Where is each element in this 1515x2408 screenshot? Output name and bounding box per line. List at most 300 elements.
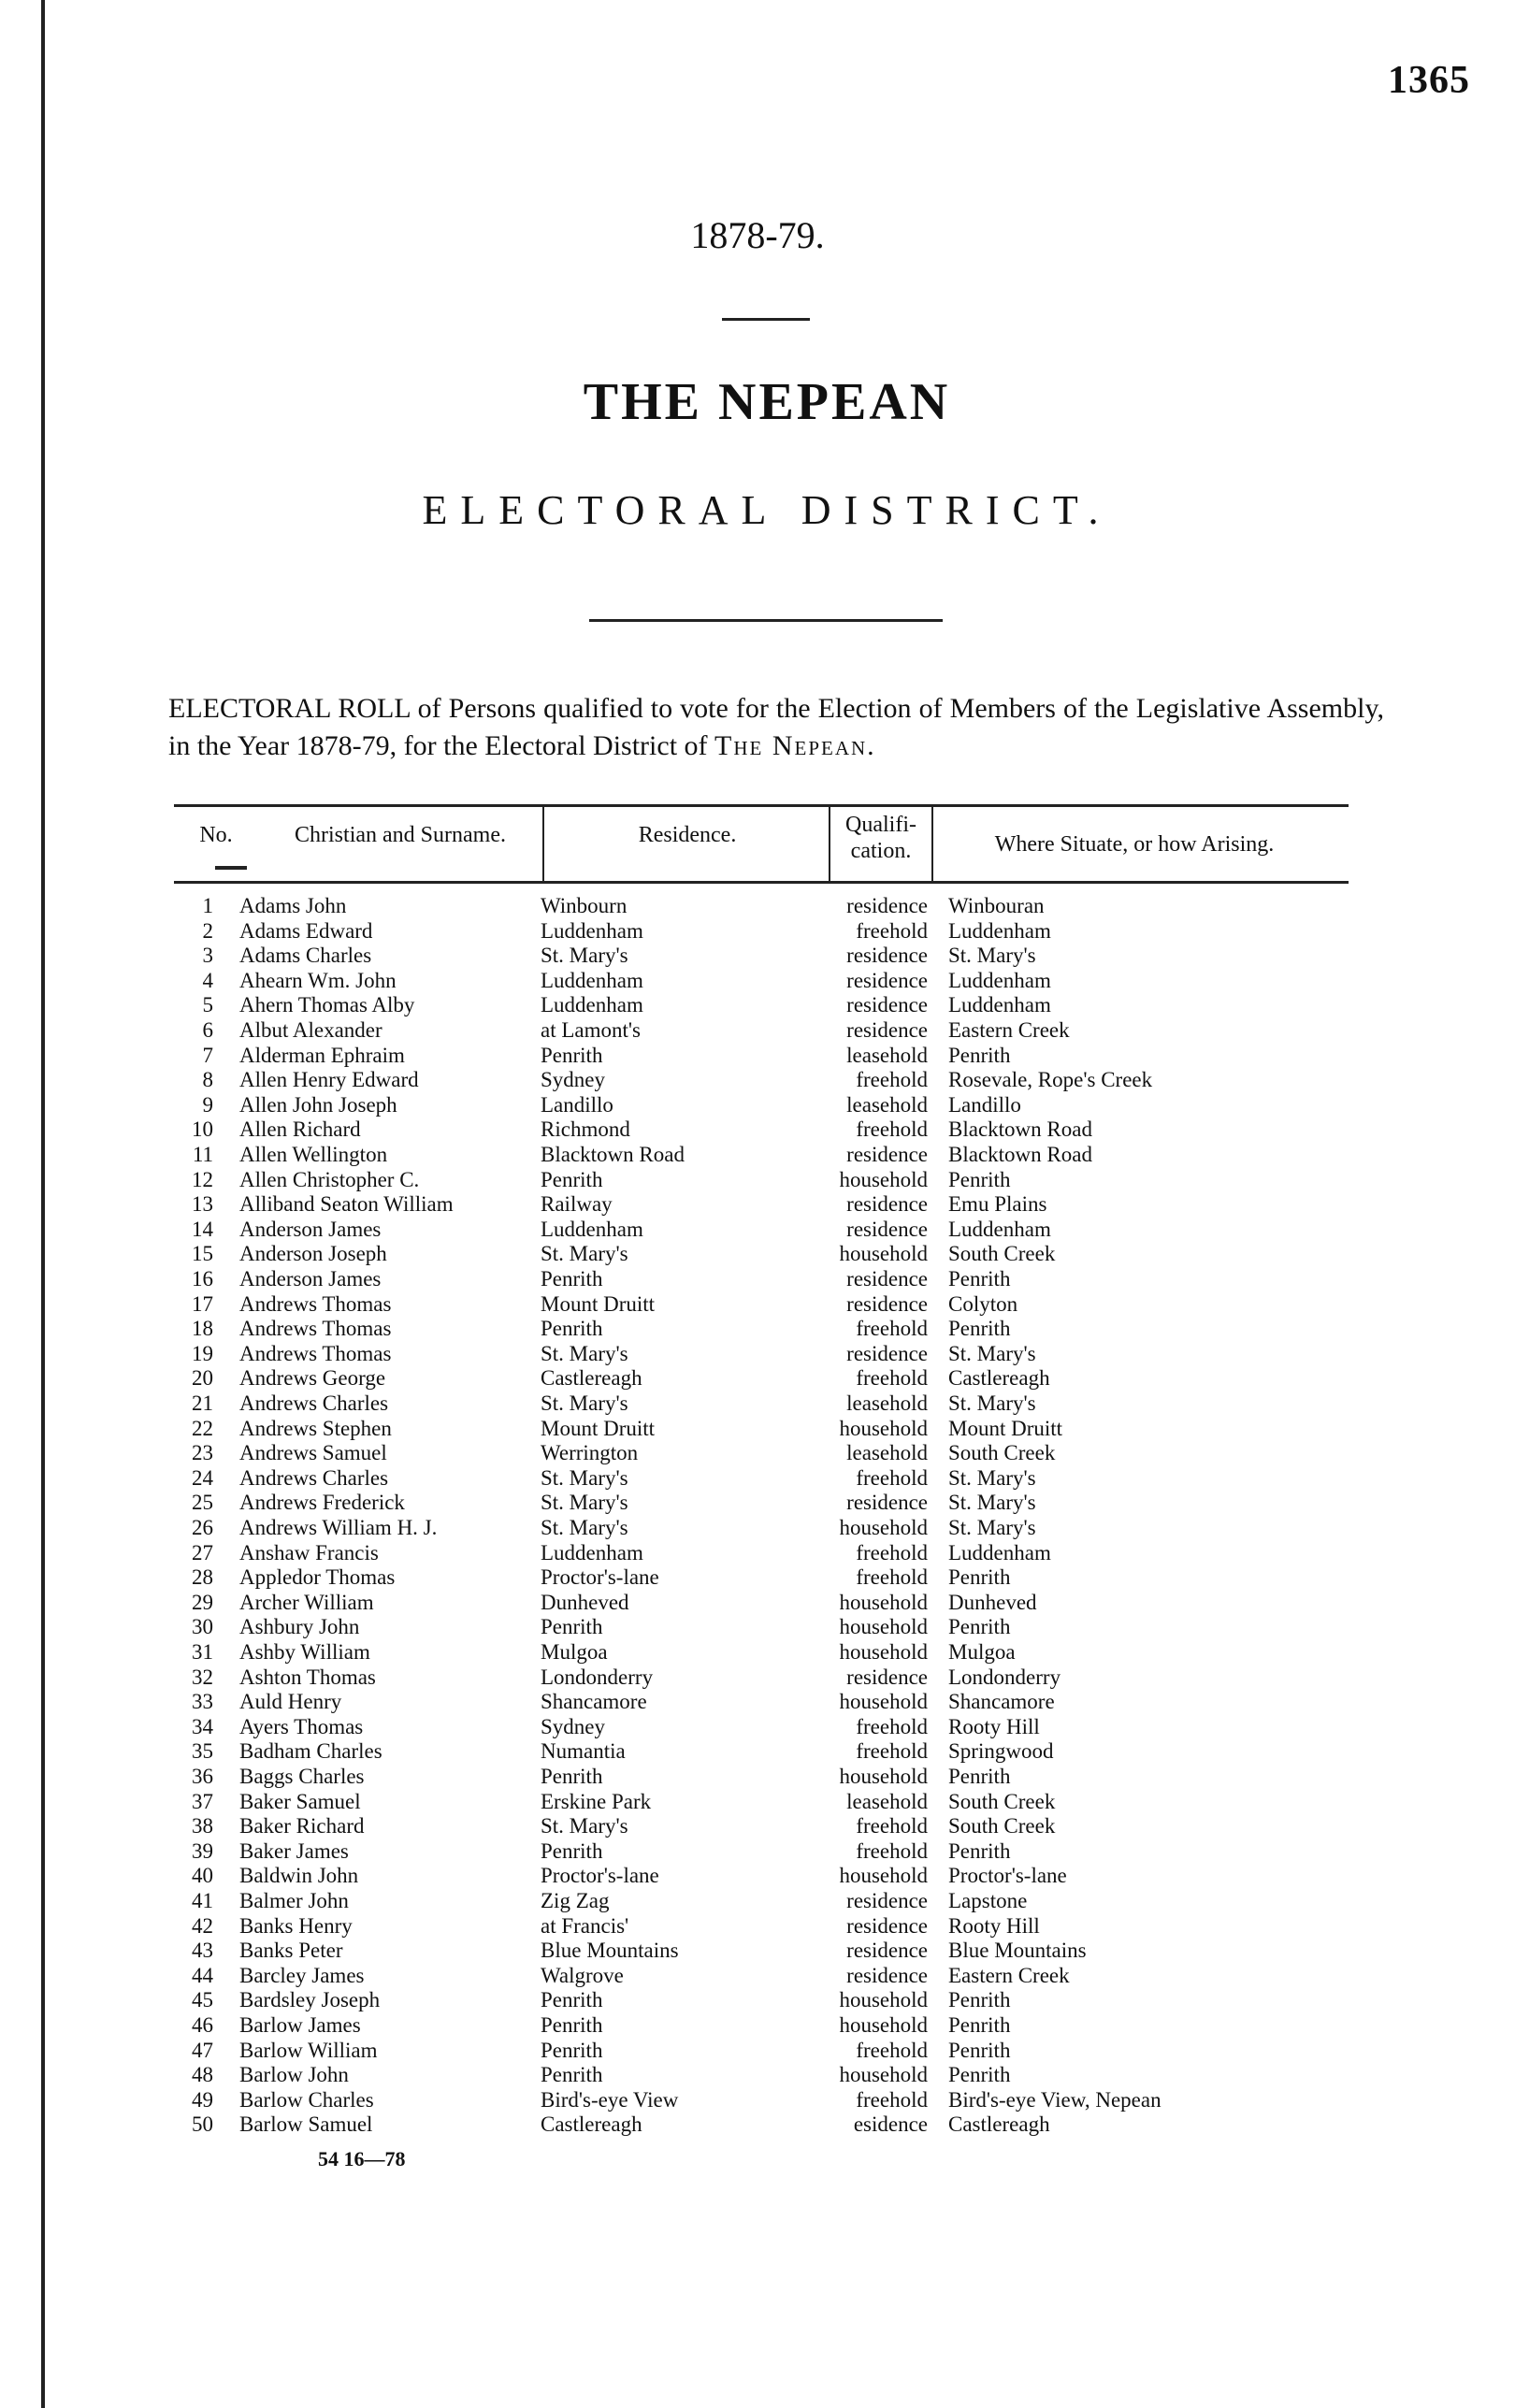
residence-cell: at Lamont's (541, 1018, 641, 1042)
entry-number: 45 (192, 1988, 213, 2012)
table-row (0, 1018, 1515, 1043)
elector-name: Anderson James (239, 1217, 382, 1241)
elector-name: Balmer John (239, 1889, 349, 1912)
qualification-cell: residence (846, 968, 928, 992)
residence-cell: St. Mary's (541, 1242, 628, 1266)
entry-number: 4 (202, 968, 213, 992)
where-situate-cell: Eastern Creek (948, 1963, 1070, 1987)
elector-name: Andrews Thomas (239, 1341, 392, 1365)
residence-cell: Shancamore (541, 1690, 647, 1714)
entry-number: 26 (192, 1516, 213, 1539)
table-row (0, 2112, 1515, 2137)
table-row (0, 1068, 1515, 1092)
entry-number: 32 (192, 1665, 213, 1689)
page-number: 1365 (1388, 59, 1470, 102)
qualification-cell: residence (846, 1217, 928, 1241)
document-subtitle: ELECTORAL DISTRICT. (422, 487, 1112, 533)
qualification-cell: household (839, 1242, 928, 1266)
elector-name: Barlow John (239, 2063, 349, 2087)
column-divider (829, 806, 830, 881)
entry-number: 47 (192, 2038, 213, 2062)
elector-name: Adams John (239, 894, 347, 917)
where-situate-cell: Rosevale, Rope's Creek (948, 1068, 1153, 1092)
residence-cell: Dunheved (541, 1590, 629, 1614)
where-situate-cell: Rooty Hill (948, 1714, 1040, 1738)
where-situate-cell: Penrith (948, 1043, 1011, 1067)
table-row (0, 1665, 1515, 1690)
qualification-cell: residence (846, 1143, 928, 1166)
where-situate-cell: Penrith (948, 1167, 1011, 1191)
qualification-cell: freehold (856, 1739, 928, 1764)
elector-name: Banks Peter (239, 1939, 343, 1963)
qualification-cell: residence (846, 1341, 928, 1365)
where-situate-cell: Blacktown Road (948, 1143, 1092, 1166)
residence-cell: Blue Mountains (541, 1939, 679, 1963)
where-situate-cell: St. Mary's (948, 1465, 1036, 1490)
table-row (0, 2063, 1515, 2087)
elector-name: Appledor Thomas (239, 1565, 396, 1590)
where-situate-cell: St. Mary's (948, 1391, 1036, 1415)
residence-cell: Mulgoa (541, 1640, 608, 1664)
table-row (0, 1615, 1515, 1639)
where-situate-cell: Londonderry (948, 1665, 1061, 1689)
entry-number: 12 (192, 1167, 213, 1191)
table-row (0, 1044, 1515, 1068)
where-situate-cell: Blacktown Road (948, 1117, 1092, 1142)
table-row (0, 1790, 1515, 1814)
where-situate-cell: Penrith (948, 1615, 1011, 1639)
qualification-cell: freehold (856, 1317, 928, 1341)
qualification-cell: household (839, 1640, 928, 1664)
residence-cell: Proctor's-lane (541, 1565, 659, 1590)
entry-number: 33 (192, 1690, 213, 1714)
where-situate-cell: South Creek (948, 1789, 1056, 1813)
entry-number: 20 (192, 1366, 213, 1391)
column-divider (542, 806, 544, 881)
session-year: 1878-79. (690, 214, 825, 256)
table-row (0, 1516, 1515, 1540)
qualification-cell: residence (846, 1665, 928, 1689)
table-row (0, 1964, 1515, 1988)
table-row (0, 1765, 1515, 1789)
qualification-cell: residence (846, 894, 928, 917)
entry-number: 21 (192, 1391, 213, 1415)
elector-name: Baker Samuel (239, 1789, 361, 1813)
entry-number: 39 (192, 1838, 213, 1863)
where-situate-cell: Luddenham (948, 968, 1051, 992)
entry-number: 1 (202, 894, 213, 917)
table-row (0, 1939, 1515, 1963)
elector-name: Barlow James (239, 2013, 361, 2037)
elector-name: Baker Richard (239, 1814, 365, 1838)
where-situate-cell: Lapstone (948, 1889, 1028, 1912)
entry-number: 5 (202, 993, 213, 1017)
where-situate-cell: St. Mary's (948, 1341, 1036, 1365)
residence-cell: Londonderry (541, 1665, 654, 1689)
where-situate-cell: Proctor's-lane (948, 1864, 1067, 1888)
where-situate-cell: Blue Mountains (948, 1939, 1087, 1963)
residence-cell: Luddenham (541, 1217, 643, 1241)
where-situate-cell: Winbouran (948, 894, 1045, 917)
where-situate-cell: Shancamore (948, 1690, 1055, 1714)
entry-number: 28 (192, 1565, 213, 1590)
qualification-cell: residence (846, 1192, 928, 1217)
where-situate-cell: Luddenham (948, 1540, 1051, 1564)
residence-cell: Luddenham (541, 918, 643, 943)
table-row (0, 1491, 1515, 1515)
table-row (0, 1391, 1515, 1416)
elector-name: Andrews Samuel (239, 1441, 387, 1465)
entry-number: 8 (202, 1068, 213, 1092)
where-situate-cell: St. Mary's (948, 1491, 1036, 1515)
elector-name: Ashbury John (239, 1615, 360, 1639)
qualification-cell: household (839, 1167, 928, 1191)
qualification-cell: household (839, 1516, 928, 1539)
entry-number: 31 (192, 1640, 213, 1664)
where-situate-cell: Springwood (948, 1739, 1054, 1764)
entry-number: 29 (192, 1590, 213, 1614)
entry-number: 46 (192, 2013, 213, 2037)
elector-name: Albut Alexander (239, 1018, 382, 1042)
entry-number: 15 (192, 1242, 213, 1266)
table-row (0, 1988, 1515, 2012)
where-situate-cell: Mount Druitt (948, 1416, 1063, 1440)
where-situate-cell: Penrith (948, 1317, 1011, 1341)
table-row (0, 1864, 1515, 1888)
table-row (0, 1143, 1515, 1167)
entry-number: 6 (202, 1018, 213, 1042)
where-situate-cell: St. Mary's (948, 944, 1036, 968)
qualification-cell: household (839, 2063, 928, 2087)
table-row (0, 1292, 1515, 1317)
entry-number: 34 (192, 1714, 213, 1738)
table-row (0, 1417, 1515, 1441)
qualification-cell: freehold (856, 1117, 928, 1142)
entry-number: 11 (192, 1143, 213, 1166)
residence-cell: Penrith (541, 2038, 603, 2062)
print-code: 54 16—78 (318, 2147, 406, 2170)
entry-number: 40 (192, 1864, 213, 1888)
table-row (0, 2039, 1515, 2063)
where-situate-cell: Penrith (948, 1267, 1011, 1291)
table-row (0, 894, 1515, 918)
header-tick-mark (215, 866, 247, 870)
residence-cell: St. Mary's (541, 1814, 628, 1838)
entry-number: 35 (192, 1739, 213, 1764)
qualification-cell: residence (846, 1267, 928, 1291)
where-situate-cell: Castlereagh (948, 2112, 1050, 2137)
entry-number: 7 (202, 1043, 213, 1067)
elector-name: Barlow William (239, 2038, 378, 2062)
table-row (0, 1317, 1515, 1341)
header-name: Christian and Surname. (295, 823, 506, 847)
table-row (0, 1715, 1515, 1739)
qualification-cell: residence (846, 1491, 928, 1515)
where-situate-cell: South Creek (948, 1814, 1056, 1838)
table-header-rule (174, 881, 1349, 884)
table-row (0, 1591, 1515, 1615)
where-situate-cell: Luddenham (948, 993, 1051, 1017)
entry-number: 41 (192, 1889, 213, 1912)
entry-number: 9 (202, 1092, 213, 1117)
qualification-cell: leasehold (846, 1043, 928, 1067)
elector-name: Barcley James (239, 1963, 365, 1987)
residence-cell: St. Mary's (541, 1465, 628, 1490)
residence-cell: St. Mary's (541, 1391, 628, 1415)
elector-name: Allen Richard (239, 1117, 361, 1142)
residence-cell: Mount Druitt (541, 1291, 656, 1316)
entry-number: 30 (192, 1615, 213, 1639)
entry-number: 17 (192, 1291, 213, 1316)
qualification-cell: household (839, 1416, 928, 1440)
intro-paragraph (168, 690, 1384, 765)
table-row (0, 1093, 1515, 1117)
qualification-cell: freehold (856, 1068, 928, 1092)
residence-cell: Penrith (541, 1838, 603, 1863)
where-situate-cell: Colyton (948, 1291, 1018, 1316)
table-row (0, 1839, 1515, 1864)
elector-name: Allen Henry Edward (239, 1068, 419, 1092)
elector-name: Alliband Seaton William (239, 1192, 454, 1217)
where-situate-cell: Penrith (948, 1838, 1011, 1863)
table-row (0, 1640, 1515, 1665)
entry-number: 50 (192, 2112, 213, 2137)
elector-name: Andrews William H. J. (239, 1516, 438, 1539)
elector-name: Ashby William (239, 1640, 370, 1664)
qualification-cell: freehold (856, 2038, 928, 2062)
elector-name: Andrews Thomas (239, 1317, 392, 1341)
elector-name: Baker James (239, 1838, 349, 1863)
table-row (0, 919, 1515, 944)
entry-number: 37 (192, 1789, 213, 1813)
elector-name: Andrews Stephen (239, 1416, 392, 1440)
elector-name: Badham Charles (239, 1739, 382, 1764)
elector-name: Allen Christopher C. (239, 1167, 420, 1191)
residence-cell: Luddenham (541, 968, 643, 992)
table-row (0, 969, 1515, 993)
where-situate-cell: South Creek (948, 1441, 1056, 1465)
entry-number: 23 (192, 1441, 213, 1465)
residence-cell: Luddenham (541, 1540, 643, 1564)
qualification-cell: freehold (856, 918, 928, 943)
where-situate-cell: Bird's-eye View, Nepean (948, 2087, 1162, 2112)
table-row (0, 1168, 1515, 1192)
residence-cell: St. Mary's (541, 944, 628, 968)
elector-name: Andrews Charles (239, 1391, 389, 1415)
table-top-rule (174, 804, 1349, 807)
qualification-cell: freehold (856, 1366, 928, 1391)
document-title: THE NEPEAN (583, 373, 951, 431)
elector-name: Allen John Joseph (239, 1092, 397, 1117)
entry-number: 48 (192, 2063, 213, 2087)
residence-cell: Penrith (541, 1615, 603, 1639)
elector-name: Ahern Thomas Alby (239, 993, 415, 1017)
table-row (0, 1218, 1515, 1242)
entry-number: 3 (202, 944, 213, 968)
qualification-cell: leasehold (846, 1789, 928, 1813)
entry-number: 2 (202, 918, 213, 943)
qualification-cell: residence (846, 1963, 928, 1987)
table-row (0, 2088, 1515, 2112)
qualification-cell: residence (846, 1889, 928, 1912)
entry-number: 13 (192, 1192, 213, 1217)
residence-cell: Landillo (541, 1092, 613, 1117)
elector-name: Anderson Joseph (239, 1242, 387, 1266)
table-row (0, 993, 1515, 1017)
qualification-cell: leasehold (846, 1092, 928, 1117)
residence-cell: Luddenham (541, 993, 643, 1017)
residence-cell: Railway (541, 1192, 613, 1217)
entry-number: 27 (192, 1540, 213, 1564)
table-row (0, 1739, 1515, 1764)
column-divider (931, 806, 933, 881)
elector-name: Banks Henry (239, 1913, 353, 1938)
elector-name: Bardsley Joseph (239, 1988, 381, 2012)
entry-number: 16 (192, 1267, 213, 1291)
residence-cell: Penrith (541, 1043, 603, 1067)
residence-cell: Penrith (541, 1267, 603, 1291)
entry-number: 22 (192, 1416, 213, 1440)
where-situate-cell: Castlereagh (948, 1366, 1050, 1391)
qualification-cell: household (839, 1690, 928, 1714)
qualification-cell: household (839, 1765, 928, 1788)
qualification-cell: household (839, 1590, 928, 1614)
table-row (0, 1541, 1515, 1565)
where-situate-cell: Eastern Creek (948, 1018, 1070, 1042)
entry-number: 24 (192, 1465, 213, 1490)
residence-cell: Mount Druitt (541, 1416, 656, 1440)
table-row (0, 1267, 1515, 1291)
table-row (0, 1814, 1515, 1838)
elector-name: Alderman Ephraim (239, 1043, 405, 1067)
header-qualification: Qualifi-cation. (845, 813, 916, 863)
elector-name: Andrews George (239, 1366, 386, 1391)
residence-cell: Penrith (541, 1765, 603, 1788)
qualification-cell: freehold (856, 1814, 928, 1838)
residence-cell: Penrith (541, 1317, 603, 1341)
residence-cell: Penrith (541, 1988, 603, 2012)
where-situate-cell: Luddenham (948, 918, 1051, 943)
qualification-cell: esidence (853, 2112, 928, 2137)
qualification-cell: freehold (856, 1465, 928, 1490)
table-row (0, 1565, 1515, 1590)
divider-long (589, 619, 943, 622)
elector-name: Ashton Thomas (239, 1665, 376, 1689)
header-no: No. (199, 823, 233, 847)
qualification-cell: residence (846, 1913, 928, 1938)
residence-cell: Castlereagh (541, 2112, 642, 2137)
qualification-cell: leasehold (846, 1441, 928, 1465)
residence-cell: Blacktown Road (541, 1143, 685, 1166)
table-row (0, 1242, 1515, 1266)
qualification-cell: household (839, 2013, 928, 2037)
entry-number: 43 (192, 1939, 213, 1963)
qualification-cell: freehold (856, 1714, 928, 1738)
residence-cell: Werrington (541, 1441, 639, 1465)
table-row (0, 1342, 1515, 1366)
elector-name: Anderson James (239, 1267, 382, 1291)
entry-number: 18 (192, 1317, 213, 1341)
where-situate-cell: Rooty Hill (948, 1913, 1040, 1938)
table-row (0, 1117, 1515, 1142)
where-situate-cell: Penrith (948, 2063, 1011, 2087)
table-row (0, 944, 1515, 968)
where-situate-cell: Mulgoa (948, 1640, 1016, 1664)
residence-cell: Castlereagh (541, 1366, 642, 1391)
residence-cell: Erskine Park (541, 1789, 652, 1813)
where-situate-cell: Dunheved (948, 1590, 1037, 1614)
elector-name: Adams Edward (239, 918, 373, 943)
where-situate-cell: Emu Plains (948, 1192, 1047, 1217)
qualification-cell: household (839, 1988, 928, 2012)
table-row (0, 1366, 1515, 1391)
residence-cell: St. Mary's (541, 1341, 628, 1365)
entry-number: 14 (192, 1217, 213, 1241)
elector-name: Ahearn Wm. John (239, 968, 397, 992)
residence-cell: St. Mary's (541, 1516, 628, 1539)
residence-cell: Numantia (541, 1739, 626, 1764)
entry-number: 36 (192, 1765, 213, 1788)
where-situate-cell: South Creek (948, 1242, 1056, 1266)
residence-cell: Sydney (541, 1068, 605, 1092)
entry-number: 42 (192, 1913, 213, 1938)
table-row (0, 1690, 1515, 1714)
qualification-cell: freehold (856, 1565, 928, 1590)
qualification-cell: leasehold (846, 1391, 928, 1415)
qualification-cell: residence (846, 1939, 928, 1963)
residence-cell: Walgrove (541, 1963, 624, 1987)
elector-name: Adams Charles (239, 944, 372, 968)
residence-cell: Proctor's-lane (541, 1864, 659, 1888)
elector-name: Barlow Charles (239, 2087, 374, 2112)
qualification-cell: freehold (856, 1838, 928, 1863)
intro-text: ELECTORAL ROLL of Persons qualified to vote for the Election of Members of the Legislative Assembly, in the Year 1878-79, for the Electoral District of (168, 693, 1384, 761)
residence-cell: Winbourn (541, 894, 628, 917)
elector-name: Allen Wellington (239, 1143, 388, 1166)
residence-cell: Richmond (541, 1117, 630, 1142)
table-row (0, 1466, 1515, 1491)
qualification-cell: residence (846, 993, 928, 1017)
entry-number: 25 (192, 1491, 213, 1515)
residence-cell: Penrith (541, 1167, 603, 1191)
qualification-cell: freehold (856, 2087, 928, 2112)
elector-name: Archer William (239, 1590, 374, 1614)
divider-short (722, 318, 810, 321)
elector-name: Barlow Samuel (239, 2112, 373, 2137)
residence-cell: St. Mary's (541, 1491, 628, 1515)
elector-name: Ayers Thomas (239, 1714, 364, 1738)
table-row (0, 1889, 1515, 1913)
table-row (0, 1914, 1515, 1939)
elector-name: Auld Henry (239, 1690, 342, 1714)
qualification-cell: freehold (856, 1540, 928, 1564)
header-residence: Residence. (638, 823, 737, 847)
residence-cell: Sydney (541, 1714, 605, 1738)
where-situate-cell: Penrith (948, 1988, 1011, 2012)
elector-name: Baggs Charles (239, 1765, 365, 1788)
qualification-cell: residence (846, 1291, 928, 1316)
header-where: Where Situate, or how Arising. (994, 832, 1275, 857)
qualification-cell: household (839, 1615, 928, 1639)
residence-cell: Penrith (541, 2063, 603, 2087)
qualification-cell: residence (846, 1018, 928, 1042)
table-row (0, 2013, 1515, 2038)
where-situate-cell: Penrith (948, 2013, 1011, 2037)
where-situate-cell: Penrith (948, 2038, 1011, 2062)
elector-name: Andrews Charles (239, 1465, 389, 1490)
entry-number: 19 (192, 1341, 213, 1365)
residence-cell: at Francis' (541, 1913, 629, 1938)
